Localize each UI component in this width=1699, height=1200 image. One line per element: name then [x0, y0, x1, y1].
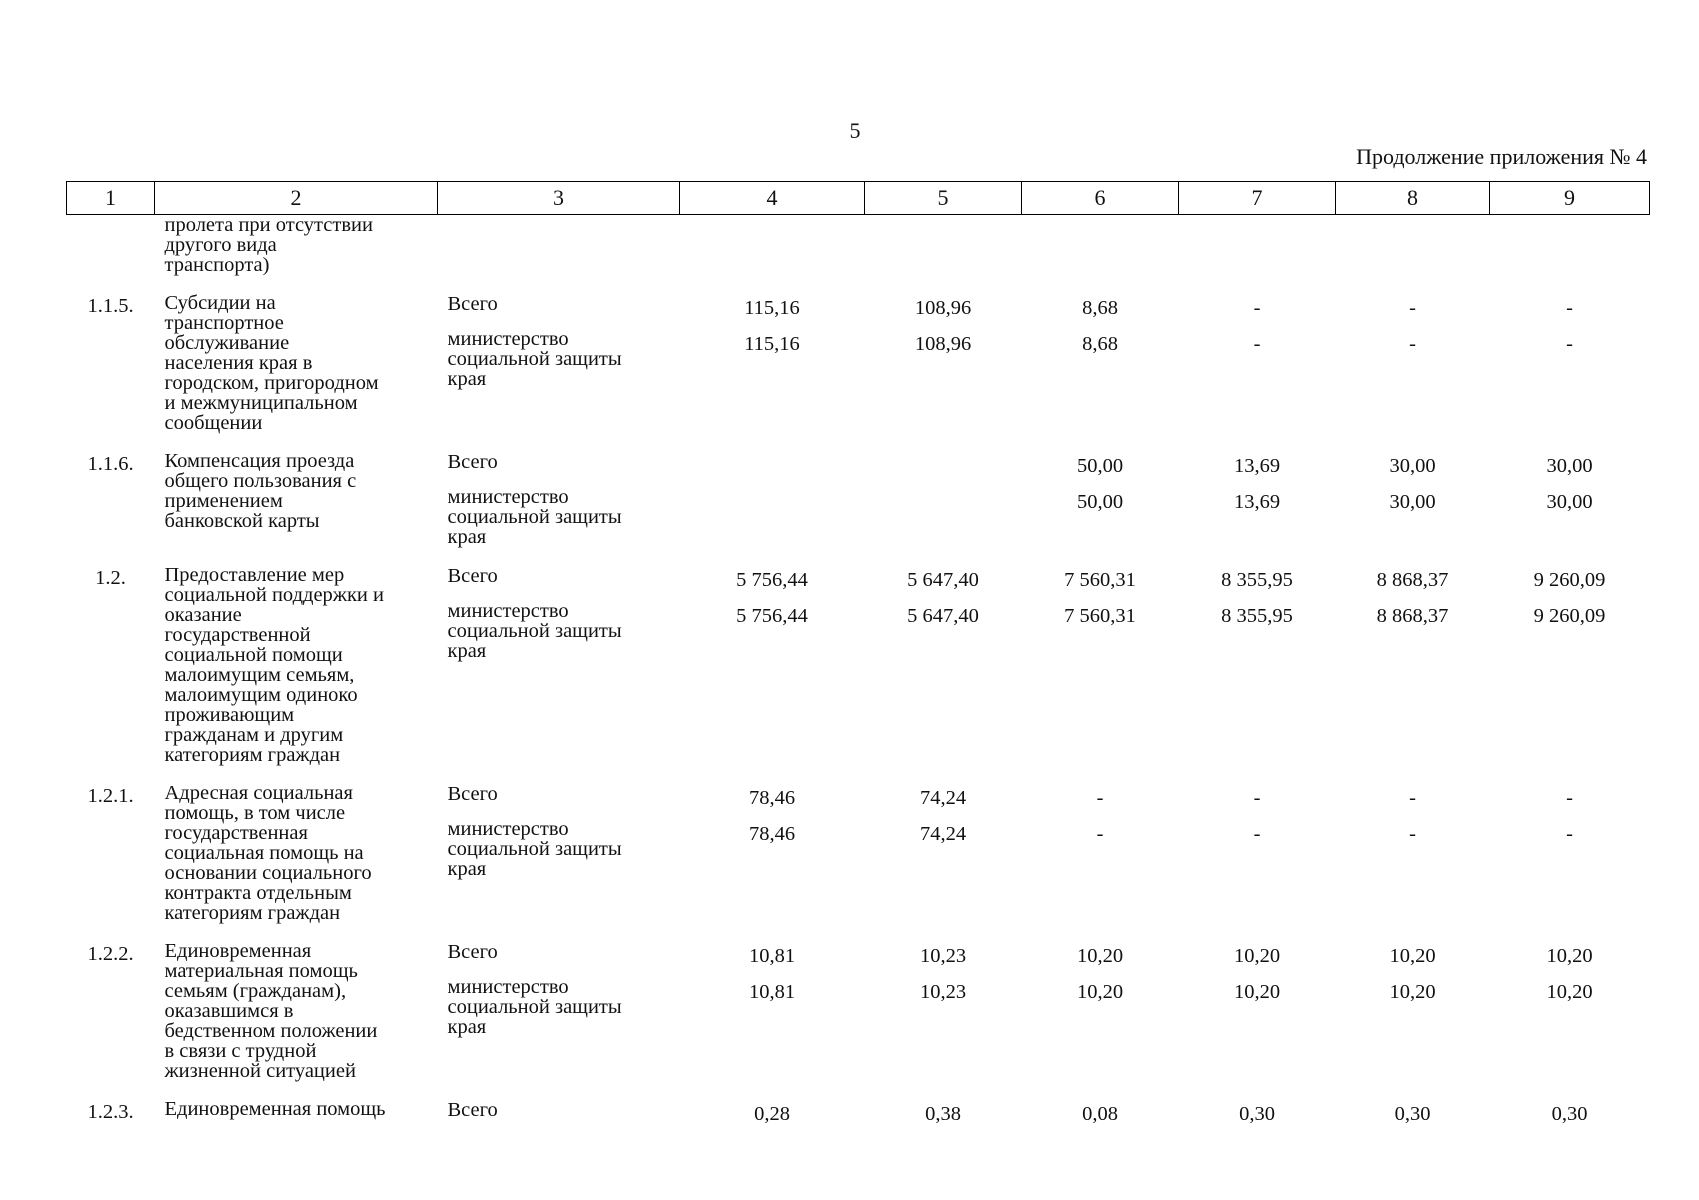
ministry-value: - — [1566, 333, 1573, 355]
total-value: 30,00 — [1389, 455, 1436, 477]
row-name-line: сообщении — [164, 412, 263, 434]
value-cell — [1022, 293, 1179, 433]
carry-over-code-cell — [67, 215, 155, 276]
value-cell — [1336, 783, 1490, 923]
row-name-line: контракта отдельным — [164, 882, 352, 904]
row-name-line: банковской карты — [164, 510, 320, 532]
ministry-value: 30,00 — [1389, 491, 1436, 513]
row-code: 1.2.3. — [87, 1101, 134, 1123]
row-name — [155, 783, 438, 923]
row-spacer — [67, 433, 1650, 451]
total-value: 0,30 — [1239, 1103, 1275, 1125]
total-value: 74,24 — [919, 787, 967, 809]
row-name-line: оказавшимся в — [164, 1000, 294, 1022]
source-ministry-line: края — [447, 368, 487, 390]
ministry-value: - — [1409, 823, 1416, 845]
total-value: 8 355,95 — [1221, 569, 1293, 591]
row-name-line: в связи с трудной — [164, 1040, 317, 1062]
row-name-line: малоимущим семьям, — [164, 664, 355, 686]
value-cell — [1179, 783, 1336, 923]
total-value: - — [1096, 787, 1104, 809]
value-cell — [1336, 1099, 1490, 1139]
source-total-label: Всего — [447, 941, 498, 963]
ministry-value: 7 560,31 — [1064, 605, 1136, 627]
total-value: 8,68 — [1082, 297, 1118, 319]
row-name-line: малоимущим одиноко — [164, 684, 358, 706]
row-code: 1.1.6. — [87, 453, 134, 475]
value-cell — [1336, 941, 1490, 1081]
total-value: 0,30 — [1551, 1103, 1588, 1125]
total-value: 10,23 — [919, 945, 967, 967]
total-value: 0,28 — [754, 1103, 790, 1125]
ministry-value: 8,68 — [1082, 333, 1118, 355]
total-value: - — [1409, 787, 1416, 809]
ministry-value: 10,20 — [1076, 981, 1124, 1003]
ministry-value: 13,69 — [1233, 491, 1281, 513]
total-value: 10,81 — [748, 945, 796, 967]
value-cell — [1022, 451, 1179, 547]
table-row — [67, 941, 1650, 1081]
total-value: - — [1253, 297, 1261, 319]
total-value: 78,46 — [748, 787, 796, 809]
ministry-value: 10,20 — [1546, 981, 1593, 1003]
spacer-cell — [67, 1081, 1650, 1099]
source-ministry-line: министерство — [447, 328, 569, 350]
row-name-line: транспортное — [164, 312, 284, 334]
table-row — [67, 783, 1650, 923]
row-code: 1.2.1. — [87, 785, 134, 807]
ministry-value: - — [1096, 823, 1104, 845]
table-row — [67, 293, 1650, 433]
row-name-line: гражданам и другим — [164, 724, 344, 746]
empty-cell — [865, 215, 1022, 276]
row-name-line: населения края в — [164, 352, 313, 374]
page-number: 5 — [849, 118, 861, 143]
row-name — [155, 941, 438, 1081]
total-value: 8 868,37 — [1376, 569, 1449, 591]
row-name-line: категориям граждан — [164, 744, 341, 766]
value-cell — [1490, 941, 1650, 1081]
funding-source — [438, 565, 680, 765]
value-cell — [680, 565, 865, 765]
ministry-value: 10,20 — [1389, 981, 1436, 1003]
value-cell — [1490, 565, 1650, 765]
carry-over-line: транспорта) — [164, 254, 270, 276]
total-value: - — [1566, 787, 1573, 809]
source-ministry-line: края — [447, 640, 487, 662]
empty-cell — [1490, 215, 1650, 276]
source-ministry-line: министерство — [447, 976, 569, 998]
source-ministry-line: министерство — [447, 486, 569, 508]
value-cell — [1022, 1099, 1179, 1139]
row-name-line: обслуживание — [164, 332, 290, 354]
ministry-value: 5 647,40 — [907, 605, 979, 627]
value-cell — [680, 293, 865, 433]
row-code: 1.2.2. — [87, 943, 134, 965]
column-header-6: 6 — [1022, 182, 1179, 215]
spacer-cell — [67, 765, 1650, 783]
total-value: 30,00 — [1546, 455, 1593, 477]
value-cell — [1179, 941, 1336, 1081]
value-cell — [865, 1099, 1022, 1139]
column-header-7: 7 — [1179, 182, 1336, 215]
total-value: 10,20 — [1076, 945, 1124, 967]
total-value — [865, 451, 1022, 491]
column-header-4: 4 — [680, 182, 865, 215]
total-value: 5 756,44 — [736, 569, 808, 591]
value-cell — [1179, 451, 1336, 547]
spacer-cell — [67, 923, 1650, 941]
row-spacer — [67, 765, 1650, 783]
ministry-value: 115,16 — [744, 333, 800, 355]
value-cell — [865, 293, 1022, 433]
row-name-line: категориям граждан — [164, 902, 341, 924]
total-value: 13,69 — [1233, 455, 1281, 477]
carry-over-line: другого вида — [164, 234, 277, 256]
row-name-line: применением — [164, 490, 283, 512]
row-name-line: Единовременная помощь — [164, 1098, 386, 1120]
source-total-label: Всего — [447, 1099, 498, 1121]
funding-source — [438, 451, 680, 547]
total-value: 9 260,09 — [1533, 569, 1606, 591]
source-total-label: Всего — [447, 783, 498, 805]
row-name-line: государственная — [164, 822, 308, 844]
appendix-continuation-label: Продолжение приложения № 4 — [1356, 144, 1647, 169]
value-cell — [865, 941, 1022, 1081]
funding-table — [66, 181, 1650, 1139]
empty-cell — [1179, 215, 1336, 276]
total-value: 108,96 — [914, 297, 972, 319]
value-cell — [1336, 293, 1490, 433]
total-value: 115,16 — [744, 297, 800, 319]
ministry-value: 9 260,09 — [1533, 605, 1606, 627]
source-ministry-line: социальной защиты — [447, 506, 622, 528]
row-name-line: Компенсация проезда — [164, 450, 355, 472]
funding-source — [438, 941, 680, 1081]
row-name-line: оказание — [164, 604, 242, 626]
row-name-line: Предоставление мер — [164, 564, 345, 586]
row-name-line: социальной помощи — [164, 644, 343, 666]
value-cell — [1022, 565, 1179, 765]
column-number-header — [67, 182, 1650, 215]
column-header-2: 2 — [155, 182, 438, 215]
total-value: 0,38 — [925, 1103, 961, 1125]
value-cell — [1490, 293, 1650, 433]
value-cell — [1336, 451, 1490, 547]
total-value: 7 560,31 — [1064, 569, 1136, 591]
source-ministry-line: края — [447, 526, 487, 548]
source-ministry-line: министерство — [447, 600, 569, 622]
table-body — [67, 215, 1650, 1140]
total-value: 5 647,40 — [907, 569, 979, 591]
ministry-value: 10,81 — [748, 981, 796, 1003]
row-name-line: общего пользования с — [164, 470, 357, 492]
spacer-cell — [67, 547, 1650, 565]
empty-cell — [680, 215, 865, 276]
source-ministry-line: социальной защиты — [447, 996, 622, 1018]
source-total-label: Всего — [447, 293, 498, 315]
row-name-line: и межмуниципальном — [164, 392, 358, 414]
total-value: - — [1566, 297, 1573, 319]
table-row — [67, 1099, 1650, 1139]
row-code: 1.2. — [95, 567, 126, 589]
value-cell — [1179, 565, 1336, 765]
empty-cell — [438, 215, 680, 276]
carry-over-line: пролета при отсутствии — [164, 214, 373, 236]
ministry-value: 74,24 — [919, 823, 967, 845]
value-cell — [865, 451, 1022, 547]
row-name-line: Единовременная — [164, 940, 312, 962]
row-spacer — [67, 923, 1650, 941]
row-spacer — [67, 275, 1650, 293]
spacer-cell — [67, 433, 1650, 451]
source-ministry-line: социальной защиты — [447, 348, 622, 370]
value-cell — [865, 565, 1022, 765]
empty-cell — [1022, 215, 1179, 276]
row-name-line: жизненной ситуацией — [164, 1060, 356, 1082]
value-cell — [1022, 941, 1179, 1081]
source-ministry-line: края — [447, 858, 487, 880]
total-value: 10,20 — [1389, 945, 1436, 967]
total-value: 10,20 — [1546, 945, 1593, 967]
row-name-line: Субсидии на — [164, 292, 276, 314]
row-name-line: Адресная социальная — [164, 782, 353, 804]
row-code: 1.1.5. — [87, 295, 134, 317]
source-total-label: Всего — [447, 451, 498, 473]
carry-over-row — [67, 215, 1650, 276]
value-cell — [1490, 1099, 1650, 1139]
row-name-line: государственной — [164, 624, 311, 646]
total-value: 0,30 — [1394, 1103, 1431, 1125]
row-name-line: городском, пригородном — [164, 372, 379, 394]
column-header-8: 8 — [1336, 182, 1490, 215]
column-header-5: 5 — [865, 182, 1022, 215]
total-value — [680, 451, 865, 491]
source-total-label: Всего — [447, 565, 498, 587]
row-spacer — [67, 547, 1650, 565]
value-cell — [865, 783, 1022, 923]
source-ministry-line: социальной защиты — [447, 838, 622, 860]
table-row — [67, 565, 1650, 765]
total-value: 50,00 — [1076, 455, 1124, 477]
column-header-9: 9 — [1490, 182, 1650, 215]
source-ministry-line: края — [447, 1016, 487, 1038]
carry-over-name-cell — [155, 215, 438, 276]
row-name-line: бедственном положении — [164, 1020, 378, 1042]
row-name-line: семьям (гражданам), — [164, 980, 347, 1002]
value-cell — [1336, 565, 1490, 765]
row-name-line: социальной поддержки и — [164, 584, 384, 606]
row-name-line: материальная помощь — [164, 960, 358, 982]
ministry-value: 8 355,95 — [1221, 605, 1293, 627]
spacer-cell — [67, 275, 1650, 293]
ministry-value: 108,96 — [914, 333, 972, 355]
source-ministry-line: министерство — [447, 818, 569, 840]
ministry-value: 30,00 — [1546, 491, 1593, 513]
ministry-value: 8 868,37 — [1376, 605, 1449, 627]
ministry-value: 10,20 — [1233, 981, 1281, 1003]
value-cell — [680, 451, 865, 547]
ministry-value: 78,46 — [748, 823, 796, 845]
value-cell — [1490, 451, 1650, 547]
row-name-line: социальная помощь на — [164, 842, 364, 864]
row-name — [155, 451, 438, 547]
row-name-line: проживающим — [164, 704, 295, 726]
value-cell — [680, 1099, 865, 1139]
row-name — [155, 1099, 438, 1139]
total-value: - — [1409, 297, 1416, 319]
value-cell — [680, 941, 865, 1081]
table-row — [67, 451, 1650, 547]
row-name-line: основании социального — [164, 862, 372, 884]
row-name-line: помощь, в том числе — [164, 802, 346, 824]
empty-cell — [1336, 215, 1490, 276]
ministry-value: 50,00 — [1076, 491, 1124, 513]
ministry-value: - — [1566, 823, 1573, 845]
funding-source — [438, 1099, 680, 1139]
ministry-value: - — [1253, 823, 1261, 845]
total-value: - — [1253, 787, 1261, 809]
source-ministry-line: социальной защиты — [447, 620, 622, 642]
funding-source — [438, 293, 680, 433]
column-header-3: 3 — [438, 182, 680, 215]
total-value: 10,20 — [1233, 945, 1281, 967]
value-cell — [680, 783, 865, 923]
ministry-value: 10,23 — [919, 981, 967, 1003]
funding-source — [438, 783, 680, 923]
total-value: 0,08 — [1082, 1103, 1118, 1125]
ministry-value: - — [1253, 333, 1261, 355]
ministry-value: 5 756,44 — [736, 605, 808, 627]
row-spacer — [67, 1081, 1650, 1099]
ministry-value: - — [1409, 333, 1416, 355]
row-name — [155, 565, 438, 765]
value-cell — [1179, 1099, 1336, 1139]
row-name — [155, 293, 438, 433]
column-header-1: 1 — [67, 182, 155, 215]
value-cell — [1490, 783, 1650, 923]
value-cell — [1179, 293, 1336, 433]
value-cell — [1022, 783, 1179, 923]
